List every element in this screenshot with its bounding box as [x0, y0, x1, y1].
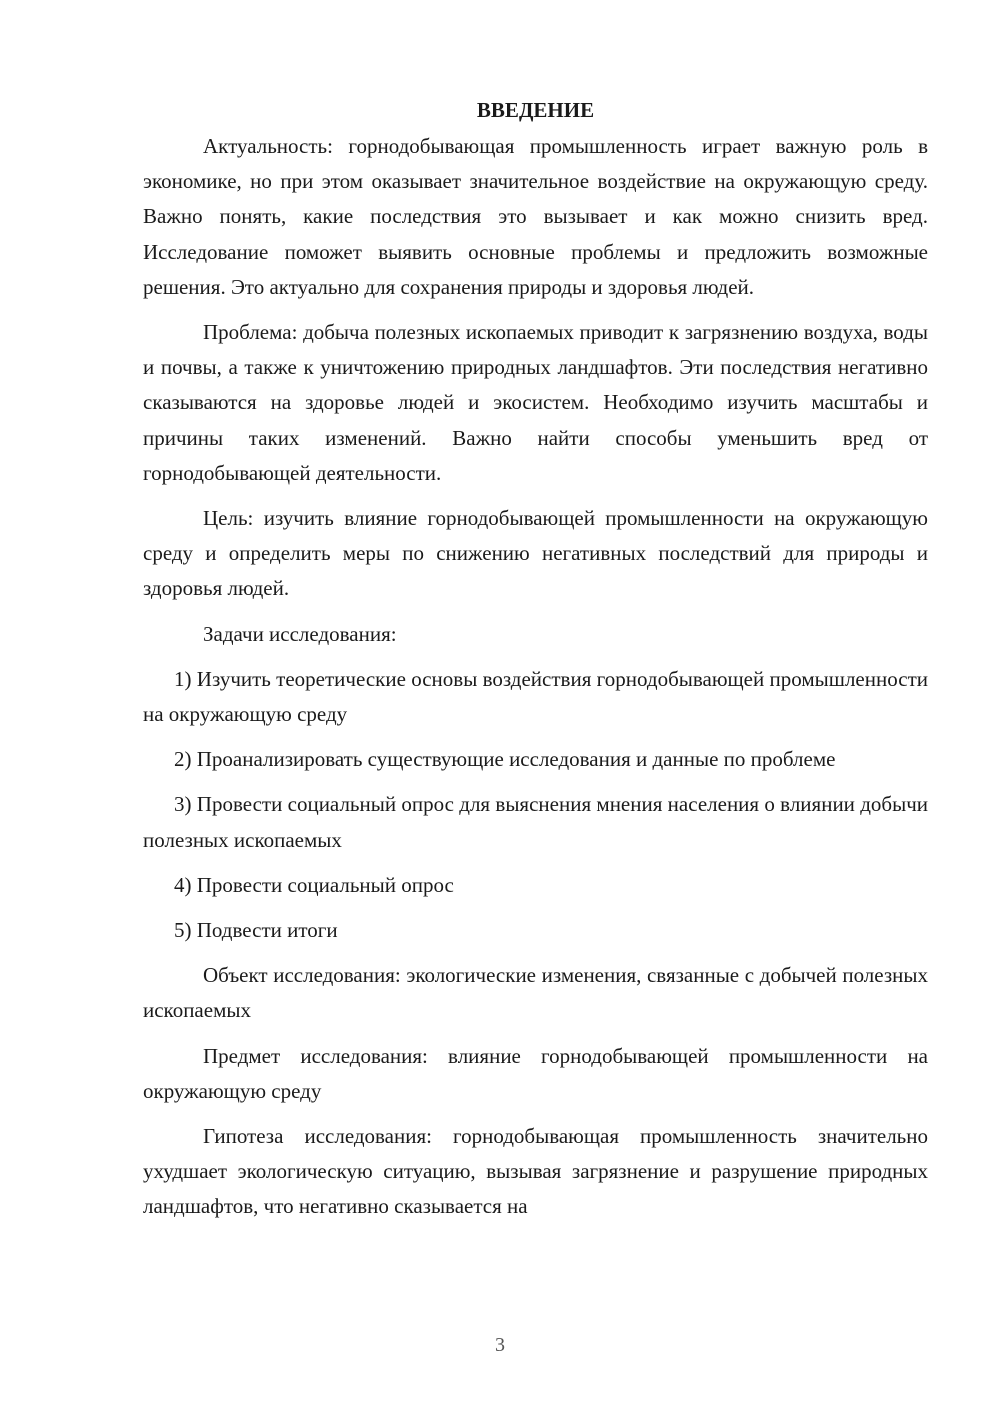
problem-paragraph: Проблема: добыча полезных ископаемых приводит к загрязнению воздуха, воды и почвы, а также к уничтожению природных ландшафтов. Эти последствия негативно сказываются на здоровье людей и экосистем. Необходимо изучить масштабы и причины таких изменений. Важно найти способы уменьшить вред от горнодобывающей деятельности. — [143, 320, 928, 485]
task-item-3: 3) Провести социальный опрос для выяснения мнения населения о влиянии добычи полезных ископаемых — [143, 792, 928, 852]
document-page — [143, 93, 928, 1225]
page-number: 3 — [495, 1334, 505, 1356]
tasks-heading: Задачи исследования: — [203, 621, 397, 646]
goal-paragraph: Цель: изучить влияние горнодобывающей промышленности на окружающую среду и определить меры по снижению негативных последствий для природы и здоровья людей. — [143, 506, 928, 601]
task-item-1: 1) Изучить теоретические основы воздействия горнодобывающей промышленности на окружающую среду — [143, 666, 928, 727]
task-item-4: 4) Провести социальный опрос — [174, 872, 454, 897]
hypothesis-paragraph: Гипотеза исследования: горнодобывающая промышленность значительно ухудшает экологическую ситуацию, вызывая загрязнение и разрушение природных ландшафтов, что негативно сказывается на — [143, 1124, 928, 1219]
task-item-2: 2) Проанализировать существующие исследования и данные по проблеме — [174, 747, 836, 772]
subject-paragraph: Предмет исследования: влияние горнодобывающей промышленности на окружающую среду — [143, 1043, 928, 1103]
relevance-paragraph: Актуальность: горнодобывающая промышленность играет важную роль в экономике, но при этом оказывает значительное воздействие на окружающую среду. Важно понять, какие последствия это вызывает и как можно снизить вред. Исследование поможет выявить основные проблемы и предложить возможные решения. Это актуально для сохранения природы и здоровья людей. — [143, 134, 928, 299]
page-title: ВВЕДЕНИЕ — [476, 98, 595, 122]
object-paragraph: Объект исследования: экологические изменения, связанные с добычей полезных ископаемых — [143, 963, 928, 1023]
task-item-5: 5) Подвести итоги — [174, 918, 338, 943]
